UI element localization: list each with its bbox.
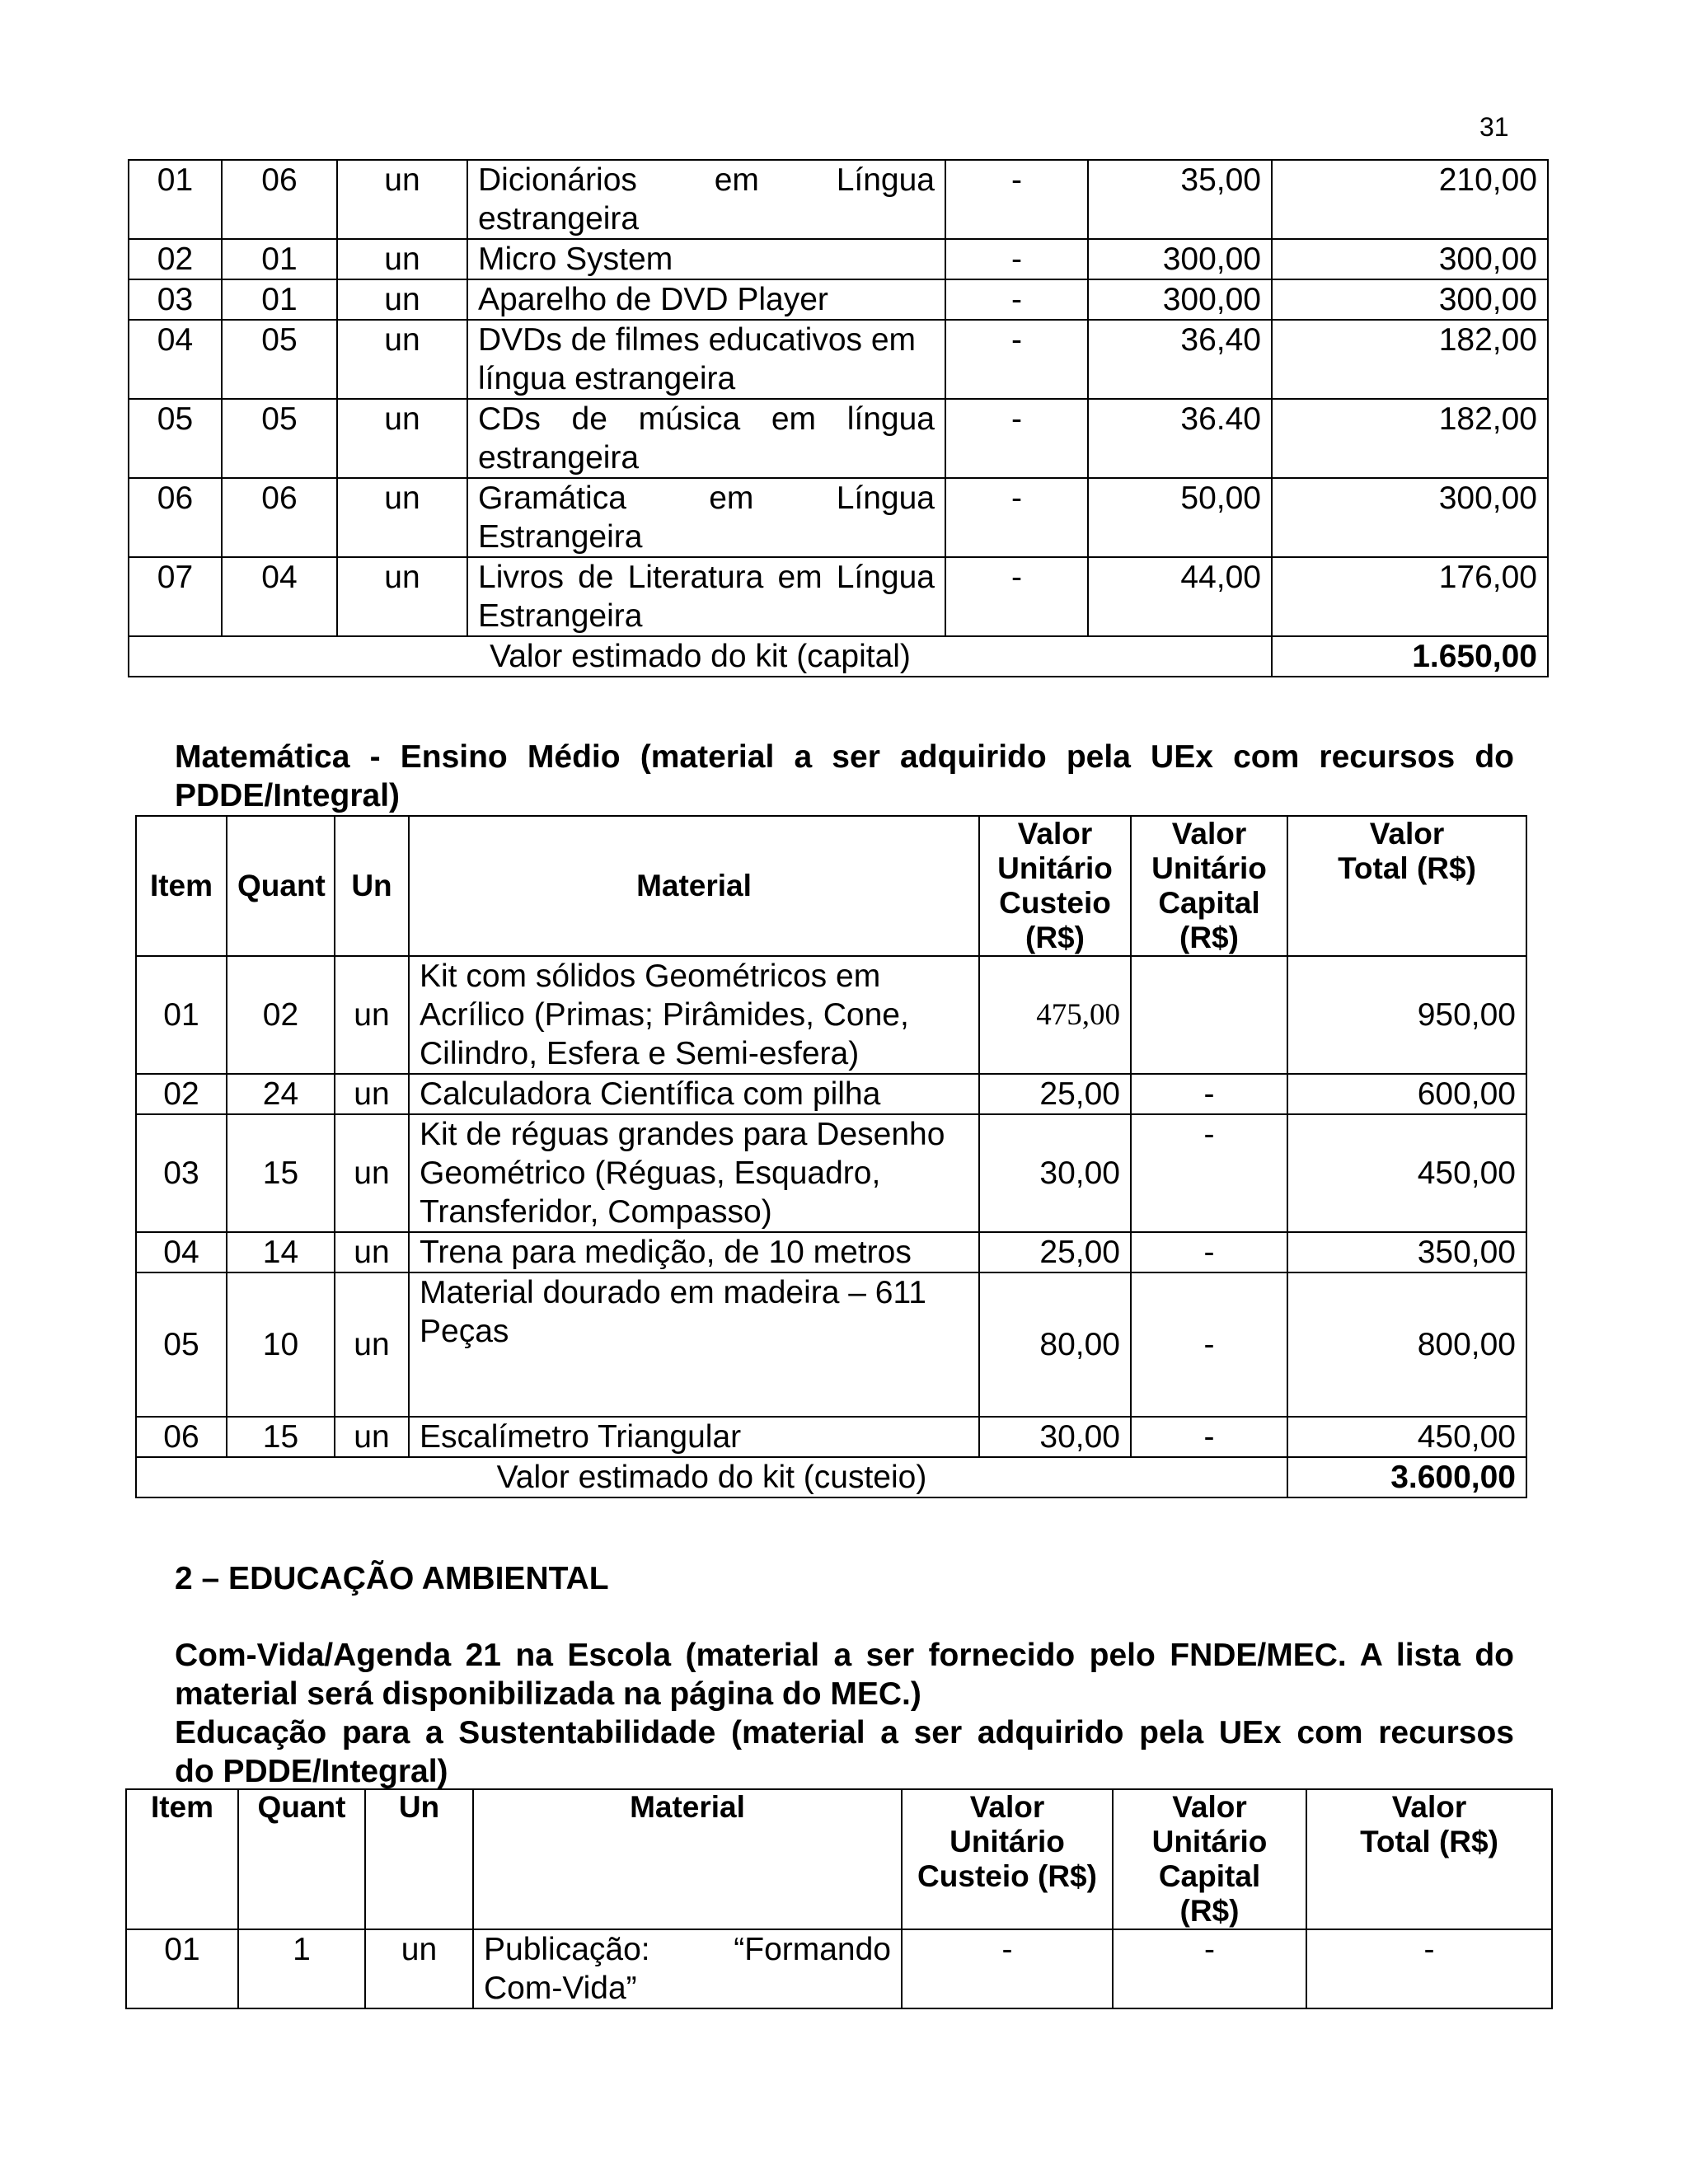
header-material: Material (473, 1789, 902, 1929)
comvida-paragraph (175, 1636, 1514, 1791)
cell-item: 03 (136, 1114, 227, 1232)
footer-label: Valor estimado do kit (capital) (129, 636, 1272, 677)
heading-line: Matemática - Ensino Médio (material a ser adquirido pela UEx com recursos do (175, 739, 1514, 775)
cell-custeio: - (945, 399, 1088, 478)
material-line: Peças (420, 1314, 509, 1349)
cell-custeio: - (945, 320, 1088, 399)
cell-material (409, 956, 979, 1074)
material-line: Escalímetro Triangular (420, 1419, 742, 1455)
cell-item: 01 (129, 160, 222, 239)
section-heading-math (175, 738, 1514, 815)
cell-total: 450,00 (1287, 1114, 1526, 1232)
table-row (136, 1232, 1526, 1272)
header-line: Unitário (1151, 1825, 1268, 1858)
table-row (126, 1929, 1552, 2008)
cell-capital: - (1131, 1272, 1287, 1417)
cell-total: 450,00 (1287, 1417, 1526, 1457)
header-line: Total (R$) (1338, 851, 1476, 885)
paragraph-line: material será disponibilizada na página do MEC.) (175, 1676, 921, 1712)
cell-un: un (335, 956, 409, 1074)
cell-capital: 35,00 (1088, 160, 1272, 239)
cell-un: un (337, 478, 467, 557)
material-line: Calculadora Científica com pilha (420, 1076, 881, 1112)
cell-item: 04 (136, 1232, 227, 1272)
cell-total: 182,00 (1272, 320, 1548, 399)
header-line: Unitário (997, 851, 1113, 885)
cell-quant: 01 (222, 279, 337, 320)
header-total (1306, 1789, 1552, 1929)
cell-material (409, 1272, 979, 1417)
footer-label: Valor estimado do kit (custeio) (136, 1457, 1287, 1497)
table-footer-row (129, 636, 1548, 677)
cell-un: un (337, 279, 467, 320)
header-custeio (979, 816, 1131, 956)
header-line: Valor (969, 1790, 1045, 1824)
table-foreign-language-kit (128, 159, 1549, 677)
material-line: Publicação: “Formando (484, 1932, 891, 1967)
cell-material (467, 478, 945, 557)
table-row (136, 1272, 1526, 1417)
cell-custeio: 475,00 (979, 956, 1131, 1074)
table-header-row (136, 816, 1526, 956)
header-item: Item (136, 816, 227, 956)
cell-item: 03 (129, 279, 222, 320)
header-item: Item (126, 1789, 238, 1929)
header-quant: Quant (238, 1789, 365, 1929)
table-header-row (126, 1789, 1552, 1929)
cell-custeio: - (945, 239, 1088, 279)
header-material: Material (409, 816, 979, 956)
cell-capital: 300,00 (1088, 279, 1272, 320)
cell-capital: - (1131, 1232, 1287, 1272)
cell-total: 182,00 (1272, 399, 1548, 478)
cell-custeio: 80,00 (979, 1272, 1131, 1417)
material-line: Geométrico (Réguas, Esquadro, (420, 1155, 881, 1191)
cell-item: 02 (136, 1074, 227, 1114)
cell-capital: 44,00 (1088, 557, 1272, 636)
header-line: Valor (1017, 817, 1093, 851)
cell-quant: 24 (227, 1074, 335, 1114)
material-line: Acrílico (Primas; Pirâmides, Cone, (420, 997, 909, 1033)
cell-total: 300,00 (1272, 239, 1548, 279)
cell-un: un (335, 1232, 409, 1272)
header-line: (R$) (1179, 1894, 1240, 1928)
cell-material (409, 1232, 979, 1272)
cell-custeio: 30,00 (979, 1114, 1131, 1232)
cell-item: 07 (129, 557, 222, 636)
cell-un: un (335, 1074, 409, 1114)
cell-capital: - (1113, 1929, 1306, 2008)
cell-total: 176,00 (1272, 557, 1548, 636)
header-line: Capital (1158, 1859, 1261, 1893)
cell-total: 950,00 (1287, 956, 1526, 1074)
cell-quant: 06 (222, 478, 337, 557)
heading-line: PDDE/Integral) (175, 778, 401, 813)
paragraph-line: Educação para a Sustentabilidade (material a ser adquirido pela UEx com recursos (175, 1715, 1514, 1750)
cell-un: un (337, 320, 467, 399)
cell-un: un (337, 239, 467, 279)
table-row (129, 160, 1548, 239)
cell-quant: 05 (222, 320, 337, 399)
header-capital (1131, 816, 1287, 956)
cell-capital: - (1131, 1114, 1287, 1232)
cell-capital: 300,00 (1088, 239, 1272, 279)
material-line: língua estrangeira (478, 361, 736, 396)
cell-un: un (337, 557, 467, 636)
cell-quant: 14 (227, 1232, 335, 1272)
table-sustainability-kit (125, 1788, 1553, 2009)
table-row (129, 399, 1548, 478)
cell-quant: 01 (222, 239, 337, 279)
material-line: Estrangeira (478, 598, 643, 634)
section-title-environment: 2 – EDUCAÇÃO AMBIENTAL (175, 1561, 609, 1596)
cell-material (409, 1074, 979, 1114)
table-row (136, 1074, 1526, 1114)
material-line: Micro System (478, 241, 673, 277)
material-line: Transferidor, Compasso) (420, 1194, 772, 1230)
cell-quant: 04 (222, 557, 337, 636)
cell-un: un (335, 1114, 409, 1232)
paragraph-line: Com-Vida/Agenda 21 na Escola (material a ser fornecido pelo FNDE/MEC. A lista do (175, 1638, 1514, 1673)
material-line: CDs de música em língua (478, 401, 935, 437)
cell-custeio: 25,00 (979, 1232, 1131, 1272)
material-line: DVDs de filmes educativos em (478, 322, 917, 358)
material-line: Estrangeira (478, 519, 643, 555)
header-line: (R$) (1179, 921, 1239, 954)
cell-quant: 15 (227, 1114, 335, 1232)
footer-total: 3.600,00 (1287, 1457, 1526, 1497)
cell-custeio: - (902, 1929, 1113, 2008)
table-row (129, 557, 1548, 636)
cell-item: 05 (136, 1272, 227, 1417)
cell-un: un (365, 1929, 473, 2008)
material-line: Trena para medição, de 10 metros (420, 1235, 912, 1270)
cell-item: 04 (129, 320, 222, 399)
header-line: Valor (1369, 817, 1445, 851)
cell-material (467, 279, 945, 320)
cell-item: 01 (136, 956, 227, 1074)
cell-material (467, 320, 945, 399)
cell-total: 300,00 (1272, 478, 1548, 557)
header-line: Unitário (1151, 851, 1267, 885)
cell-item: 05 (129, 399, 222, 478)
cell-quant: 1 (238, 1929, 365, 2008)
table-row (129, 478, 1548, 557)
cell-un: un (337, 160, 467, 239)
table-row (129, 320, 1548, 399)
header-line: Unitário (950, 1825, 1065, 1858)
cell-un: un (337, 399, 467, 478)
table-row (136, 1114, 1526, 1232)
cell-material (467, 160, 945, 239)
material-line: Kit com sólidos Geométricos em (420, 958, 881, 994)
header-line: Total (R$) (1360, 1825, 1498, 1858)
material-line: Cilindro, Esfera e Semi-esfera) (420, 1036, 860, 1071)
cell-custeio: - (945, 478, 1088, 557)
cell-total: 210,00 (1272, 160, 1548, 239)
table-row (129, 239, 1548, 279)
header-line: Valor (1391, 1790, 1467, 1824)
header-total (1287, 816, 1526, 956)
material-line: estrangeira (478, 440, 640, 476)
cell-total: 600,00 (1287, 1074, 1526, 1114)
cell-material (467, 399, 945, 478)
material-line: Livros de Literatura em Língua (478, 560, 935, 595)
cell-capital: 50,00 (1088, 478, 1272, 557)
header-line: Capital (1158, 886, 1260, 920)
cell-custeio: - (945, 160, 1088, 239)
header-line: Valor (1172, 1790, 1247, 1824)
header-line: (R$) (1025, 921, 1085, 954)
header-line: Custeio (999, 886, 1111, 920)
cell-material (473, 1929, 902, 2008)
header-line: Custeio (R$) (917, 1859, 1097, 1893)
footer-total: 1.650,00 (1272, 636, 1548, 677)
material-line: Com-Vida” (484, 1971, 637, 2006)
cell-custeio: - (945, 557, 1088, 636)
cell-capital: 36.40 (1088, 399, 1272, 478)
cell-material (409, 1114, 979, 1232)
cell-item: 02 (129, 239, 222, 279)
cell-custeio: 30,00 (979, 1417, 1131, 1457)
table-footer-row (136, 1457, 1526, 1497)
material-line: Dicionários em Língua (478, 162, 935, 198)
cell-capital: - (1131, 1074, 1287, 1114)
cell-quant: 02 (227, 956, 335, 1074)
material-line: Material dourado em madeira – 611 (420, 1275, 926, 1310)
cell-total: 300,00 (1272, 279, 1548, 320)
cell-material (467, 557, 945, 636)
cell-capital (1131, 956, 1287, 1074)
material-line: Gramática em Língua (478, 480, 935, 516)
cell-item: 01 (126, 1929, 238, 2008)
table-row (129, 279, 1548, 320)
cell-material (409, 1417, 979, 1457)
cell-quant: 06 (222, 160, 337, 239)
cell-item: 06 (129, 478, 222, 557)
cell-material (467, 239, 945, 279)
header-line: Valor (1171, 817, 1247, 851)
cell-quant: 15 (227, 1417, 335, 1457)
cell-quant: 05 (222, 399, 337, 478)
cell-custeio: - (945, 279, 1088, 320)
cell-un: un (335, 1272, 409, 1417)
cell-total: 350,00 (1287, 1232, 1526, 1272)
header-capital (1113, 1789, 1306, 1929)
cell-total: 800,00 (1287, 1272, 1526, 1417)
paragraph-line: do PDDE/Integral) (175, 1754, 448, 1789)
cell-capital: - (1131, 1417, 1287, 1457)
cell-total: - (1306, 1929, 1552, 2008)
cell-item: 06 (136, 1417, 227, 1457)
header-custeio (902, 1789, 1113, 1929)
table-row (136, 956, 1526, 1074)
cell-quant: 10 (227, 1272, 335, 1417)
header-quant: Quant (227, 816, 335, 956)
material-line: Aparelho de DVD Player (478, 282, 828, 317)
table-row (136, 1417, 1526, 1457)
table-math-kit (135, 815, 1527, 1498)
cell-un: un (335, 1417, 409, 1457)
cell-custeio: 25,00 (979, 1074, 1131, 1114)
material-line: estrangeira (478, 201, 640, 237)
material-line: Kit de réguas grandes para Desenho (420, 1117, 945, 1152)
cell-capital: 36,40 (1088, 320, 1272, 399)
header-un: Un (365, 1789, 473, 1929)
header-un: Un (335, 816, 409, 956)
page-number: 31 (1479, 112, 1509, 142)
